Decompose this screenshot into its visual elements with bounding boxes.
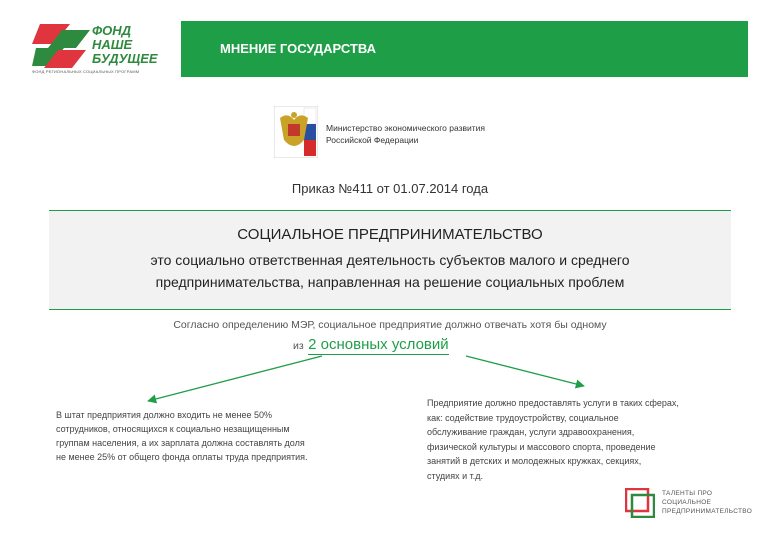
criteria-prefix: из <box>293 340 304 352</box>
condition-left <box>56 408 376 464</box>
ministry-name-line-2: Российской Федерации <box>326 135 419 145</box>
condition-right-line: студиях и т.д. <box>427 470 483 481</box>
talents-logo-line-1: ТАЛЕНТЫ ПРО <box>662 490 713 497</box>
definition-heading: СОЦИАЛЬНОЕ ПРЕДПРИНИМАТЕЛЬСТВО <box>237 226 543 243</box>
logo-subtitle: ФОНД РЕГИОНАЛЬНЫХ СОЦИАЛЬНЫХ ПРОГРАММ <box>32 69 140 74</box>
criteria-highlight: 2 основных условий <box>308 336 449 353</box>
condition-left-line: В штат предприятия должно входить не менее 50% <box>56 410 272 420</box>
condition-left-line: не менее 25% от общего фонда оплаты труда предприятия. <box>56 452 308 462</box>
condition-left-line: сотрудников, относящихся к социально незащищенным <box>56 424 290 434</box>
logo-line-2: НАШЕ <box>92 37 133 52</box>
talents-logo-text <box>662 489 752 516</box>
definition-line-1: это социально ответственная деятельность субъектов малого и среднего <box>150 252 630 268</box>
page-title: МНЕНИЕ ГОСУДАРСТВА <box>220 41 376 56</box>
logo-line-1: ФОНД <box>92 23 132 38</box>
logo-line-3: БУДУЩЕЕ <box>92 51 158 66</box>
condition-right-line: Предприятие должно предоставлять услуги в таких сферах, <box>427 398 679 408</box>
criteria-intro: Согласно определению МЭР, социальное предприятие должно отвечать хотя бы одному <box>173 319 607 331</box>
condition-right-line: физической культуры и массового спорта, проведение <box>427 441 656 452</box>
talents-logo-line-2: СОЦИАЛЬНОЕ <box>662 499 712 506</box>
condition-right-line: занятий в детских и молодежных кружках, секциях, <box>427 456 642 466</box>
talents-logo-line-3: ПРЕДПРИНИМАТЕЛЬСТВО <box>662 508 753 515</box>
condition-right-line: обслуживание граждан, услуги здравоохранения, <box>427 427 635 437</box>
talents-logo-icon <box>625 488 655 518</box>
ministry-name-line-1: Министерство экономического развития <box>326 123 486 133</box>
condition-left-line: группам населения, а их зарплата должна составлять доля <box>56 438 305 448</box>
arrow-right <box>466 356 584 386</box>
definition-line-2: предпринимательства, направленная на решение социальных проблем <box>155 274 625 290</box>
arrow-left <box>148 356 322 401</box>
condition-right-line: как: содействие трудоустройству, социальное <box>427 412 619 423</box>
condition-right <box>427 396 752 483</box>
order-title: Приказ №411 от 01.07.2014 года <box>291 181 489 196</box>
